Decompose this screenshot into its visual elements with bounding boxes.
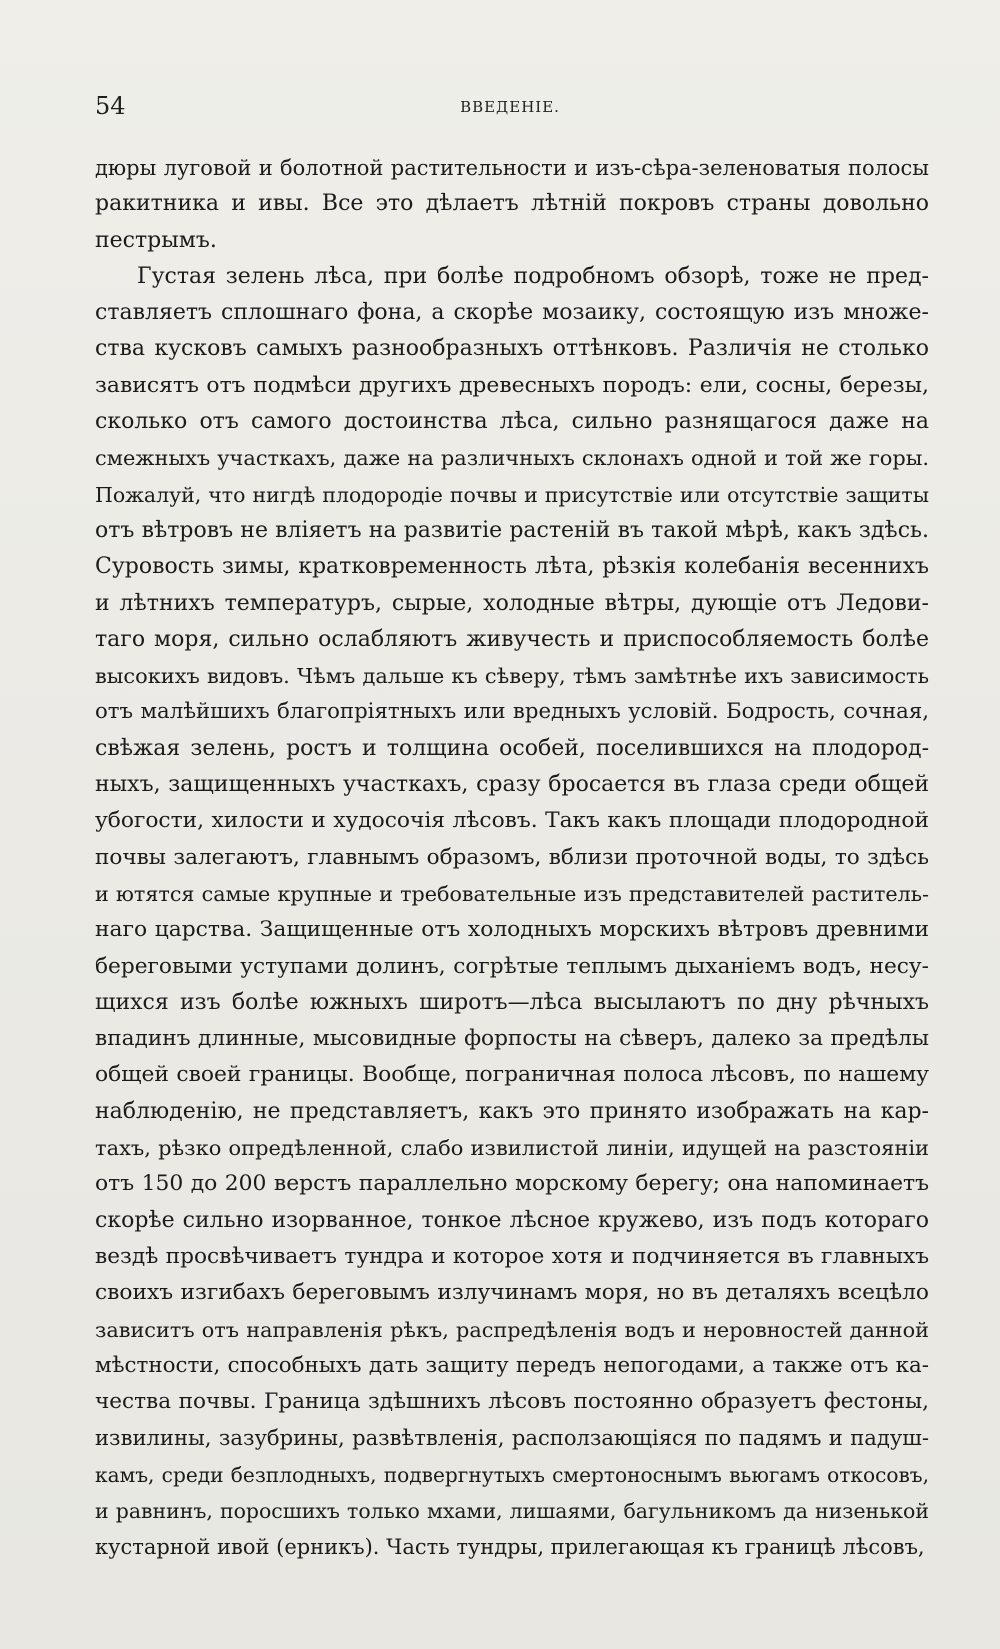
text-line: ства кусковъ самыхъ разнообразныхъ оттѣнковъ. Различія не столько: [95, 336, 929, 362]
text-line: отъ 150 до 200 верстъ параллельно морскому берегу; она напоминаетъ: [95, 1171, 929, 1197]
text-line: высокихъ видовъ. Чѣмъ дальше къ сѣверу, тѣмъ замѣтнѣе ихъ зависимость: [95, 664, 929, 689]
text-line: чества почвы. Граница здѣшнихъ лѣсовъ постоянно образуетъ фестоны,: [95, 1389, 929, 1415]
body-text: [95, 150, 929, 1566]
text-line: ныхъ, защищенныхъ участкахъ, сразу бросается въ глаза среди общей: [95, 772, 929, 798]
text-line: дюры луговой и болотной растительности и изъ-сѣра-зеленоватыя полосы: [95, 156, 929, 180]
text-line: отъ малѣйшихъ благопріятныхъ или вредныхъ условій. Бодрость, сочная,: [95, 699, 929, 725]
text-line: наго царства. Защищенные отъ холодныхъ морскихъ вѣтровъ древними: [95, 917, 929, 943]
text-line: общей своей границы. Вообще, пограничная полоса лѣсовъ, по нашему: [95, 1062, 929, 1088]
section-title: ВВЕДЕНІЕ.: [460, 98, 560, 116]
text-line: пестрымъ.: [95, 227, 217, 253]
text-line: ставляетъ сплошнаго фона, а скорѣе мозаику, состоящую изъ множе-: [95, 300, 929, 326]
text-line: кустарной ивой (ерникъ). Часть тундры, прилегающая къ границѣ лѣсовъ,: [95, 1535, 925, 1560]
text-line: щихся изъ болѣе южныхъ широтъ—лѣса высылаютъ по дну рѣчныхъ: [95, 989, 929, 1015]
text-line: и лѣтнихъ температуръ, сырые, холодные вѣтры, дующіе отъ Ледови-: [95, 590, 929, 616]
text-line: смежныхъ участкахъ, даже на различныхъ склонахъ одной и той же горы.: [95, 446, 929, 471]
text-line: наблюденію, не представляетъ, какъ это принято изображать на кар-: [95, 1098, 929, 1124]
text-line: сколько отъ самого достоинства лѣса, сильно разнящагося даже на: [95, 409, 929, 435]
text-line: Пожалуй, что нигдѣ плодородіе почвы и присутствіе или отсутствіе защиты: [95, 482, 929, 507]
text-line: и ютятся самые крупные и требовательные изъ представителей раститель-: [95, 881, 929, 906]
text-line: свѣжая зелень, ростъ и толщина особей, поселившихся на плодород-: [95, 735, 929, 761]
text-line: береговыми уступами долинъ, согрѣтые теплымъ дыханіемъ водъ, несу-: [95, 953, 929, 979]
text-line: своихъ изгибахъ береговымъ излучинамъ моря, но въ деталяхъ всецѣло: [95, 1280, 929, 1306]
text-line: ракитника и ивы. Все это дѣлаетъ лѣтній покровъ страны довольно: [95, 191, 929, 217]
text-line: зависитъ отъ направленія рѣкъ, распредѣленія водъ и неровностей данной: [95, 1317, 929, 1342]
text-line: камъ, среди безплодныхъ, подвергнутыхъ смертоноснымъ вьюгамъ откосовъ,: [95, 1462, 929, 1487]
page-number: 54: [95, 92, 126, 120]
text-line: зависятъ отъ подмѣси другихъ древесныхъ породъ: ели, сосны, березы,: [95, 372, 929, 398]
text-line: извилины, зазубрины, развѣтвленія, расползающіяся по падямъ и падуш-: [95, 1425, 929, 1451]
text-line: тахъ, рѣзко опредѣленной, слабо извилистой линіи, идущей на разстояніи: [95, 1136, 929, 1161]
text-line: впадинъ длинные, мысовидные форпосты на сѣверъ, далеко за предѣлы: [95, 1026, 929, 1052]
text-line: убогости, хилости и худосочія лѣсовъ. Такъ какъ площади плодородной: [95, 808, 929, 834]
text-line: скорѣе сильно изорванное, тонкое лѣсное кружево, изъ подъ котораго: [95, 1207, 929, 1233]
text-line: таго моря, сильно ослабляютъ живучесть и приспособляемость болѣе: [95, 626, 929, 652]
running-head: [95, 92, 925, 132]
text-line: и равнинъ, поросшихъ только мхами, лишаями, багульникомъ да низенькой: [95, 1498, 929, 1523]
text-line: Суровость зимы, кратковременность лѣта, рѣзкія колебанія весеннихъ: [95, 554, 929, 580]
text-line: мѣстности, способныхъ дать защиту передъ непогодами, а также отъ ка-: [95, 1352, 929, 1378]
text-line: почвы залегаютъ, главнымъ образомъ, вблизи проточной воды, то здѣсь: [95, 844, 929, 870]
text-line: вездѣ просвѣчиваетъ тундра и которое хотя и подчиняется въ главныхъ: [95, 1243, 929, 1269]
text-line: Густая зелень лѣса, при болѣе подробномъ обзорѣ, тоже не пред-: [137, 263, 929, 289]
text-line: отъ вѣтровъ не вліяетъ на развитіе растеній въ такой мѣрѣ, какъ здѣсь.: [95, 517, 929, 543]
